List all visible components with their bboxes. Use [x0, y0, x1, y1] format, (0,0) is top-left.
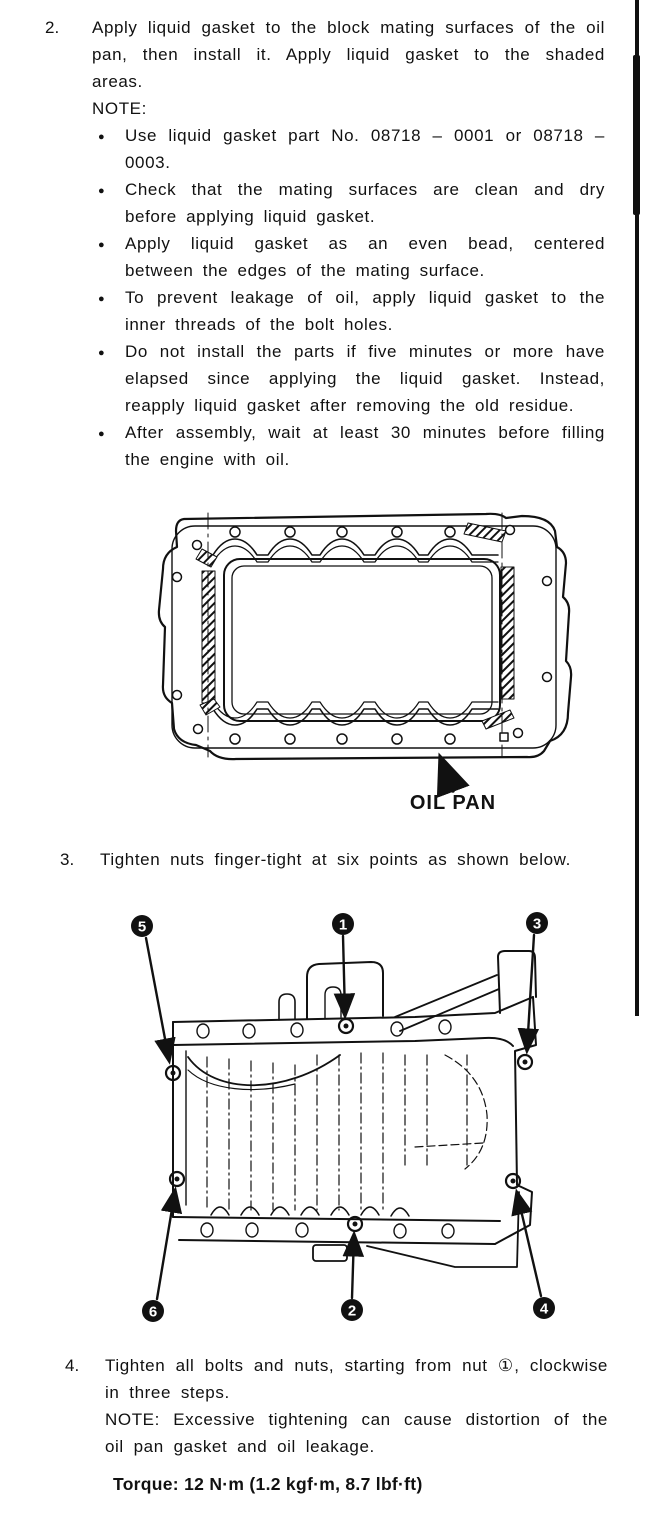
small-bump [279, 994, 295, 1020]
bullet-item [98, 176, 605, 230]
bottom-flange-line-2 [179, 1240, 495, 1244]
callout-6 [142, 1300, 164, 1322]
scan-edge-line-thick [633, 55, 640, 215]
step-3-body [100, 846, 571, 873]
bullet-text: Apply liquid gasket as an even bead, centered between the edges of the mating surface. [125, 234, 605, 280]
bullet-item [98, 338, 605, 419]
drain-boss [313, 1245, 347, 1261]
flange-wave-bottom-2 [204, 702, 498, 718]
oil-pan-label: OIL PAN [409, 792, 497, 814]
step-4-number: 4. [65, 1356, 80, 1375]
bullet-item [98, 419, 605, 473]
step-4-body [105, 1352, 608, 1460]
bullet-text: Do not install the parts if five minutes or more have elapsed since applying the liquid gasket. Instead, reapply liquid gasket after removing the old residue. [125, 342, 605, 415]
bottom-scallops [211, 1207, 409, 1216]
step-2-text: Apply liquid gasket to the block mating surfaces of the oil pan, then install it. Apply liquid gasket to the shaded areas. [92, 18, 605, 91]
bottom-flange-line [173, 1217, 500, 1221]
callout-1 [332, 913, 354, 935]
callout-5-number: 5 [137, 918, 147, 936]
top-flange-holes [197, 1020, 451, 1038]
step-4-text: Tighten all bolts and nuts, starting from nut ①, clockwise in three steps. [105, 1356, 608, 1402]
pan-opening-inner [232, 566, 492, 714]
bullet-icon: ● [98, 185, 105, 197]
step-3 [60, 846, 608, 873]
bullet-text: After assembly, wait at least 30 minutes before filling the engine with oil. [125, 423, 605, 469]
center-bump-inner [325, 987, 341, 1018]
oil-pan-arrow [441, 759, 453, 791]
figure-tightening-sequence [115, 905, 575, 1325]
pan-right-profile [495, 997, 536, 1244]
callout-5 [131, 915, 153, 937]
bullet-text: To prevent leakage of oil, apply liquid gasket to the inner threads of the bolt holes. [125, 288, 605, 334]
bullet-icon: ● [98, 131, 105, 143]
step-2-note-label: NOTE: [92, 99, 147, 118]
step-2-number: 2. [45, 18, 60, 37]
callout-4-number: 4 [539, 1300, 549, 1318]
callout-2 [341, 1299, 363, 1321]
gasket-shaded-area-right [501, 567, 514, 699]
bullet-icon: ● [98, 428, 105, 440]
bullet-text: Use liquid gasket part No. 08718 – 0001 or 08718 – 0003. [125, 126, 605, 172]
callout-2-number: 2 [347, 1302, 357, 1320]
callout-6-number: 6 [148, 1303, 158, 1321]
bullet-item [98, 230, 605, 284]
step-2-body [92, 14, 605, 473]
interior-ribs [207, 1053, 467, 1210]
bottom-flange-holes [201, 1223, 454, 1238]
pan-opening-outer [224, 559, 500, 721]
nut-markers [166, 1019, 532, 1231]
lower-right-silhouette [367, 1192, 519, 1267]
figure-oil-pan-top-view [150, 505, 580, 817]
bullet-icon: ● [98, 239, 105, 251]
bullet-icon: ● [98, 347, 105, 359]
bullet-item [98, 284, 605, 338]
sump-dashed-line [415, 1143, 483, 1147]
nut-3 [518, 1055, 532, 1069]
callout-1-number: 1 [338, 916, 348, 934]
bullet-icon: ● [98, 293, 105, 305]
step-4-note: NOTE: Excessive tightening can cause distortion of the oil pan gasket and oil leakage. [105, 1410, 608, 1456]
callout-3 [526, 912, 548, 934]
callout-3-number: 3 [532, 915, 542, 933]
bullet-text: Check that the mating surfaces are clean and dry before applying liquid gasket. [125, 180, 605, 226]
step-2 [45, 14, 605, 473]
torque-spec: Torque: 12 N·m (1.2 kgf·m, 8.7 lbf·ft) [113, 1474, 423, 1494]
step-3-text: Tighten nuts finger-tight at six points as shown below. [100, 850, 571, 869]
top-flange-line-2 [173, 1038, 513, 1046]
gasket-shaded-area-top-left [196, 549, 217, 567]
step-4 [65, 1352, 608, 1460]
step-2-bullet-list [92, 122, 605, 473]
callout-4 [533, 1297, 555, 1319]
top-flange-line [173, 997, 533, 1022]
step-3-number: 3. [60, 850, 75, 869]
bullet-item [98, 122, 605, 176]
nut-1 [339, 1019, 353, 1033]
sump-dashed-curve [445, 1055, 487, 1169]
